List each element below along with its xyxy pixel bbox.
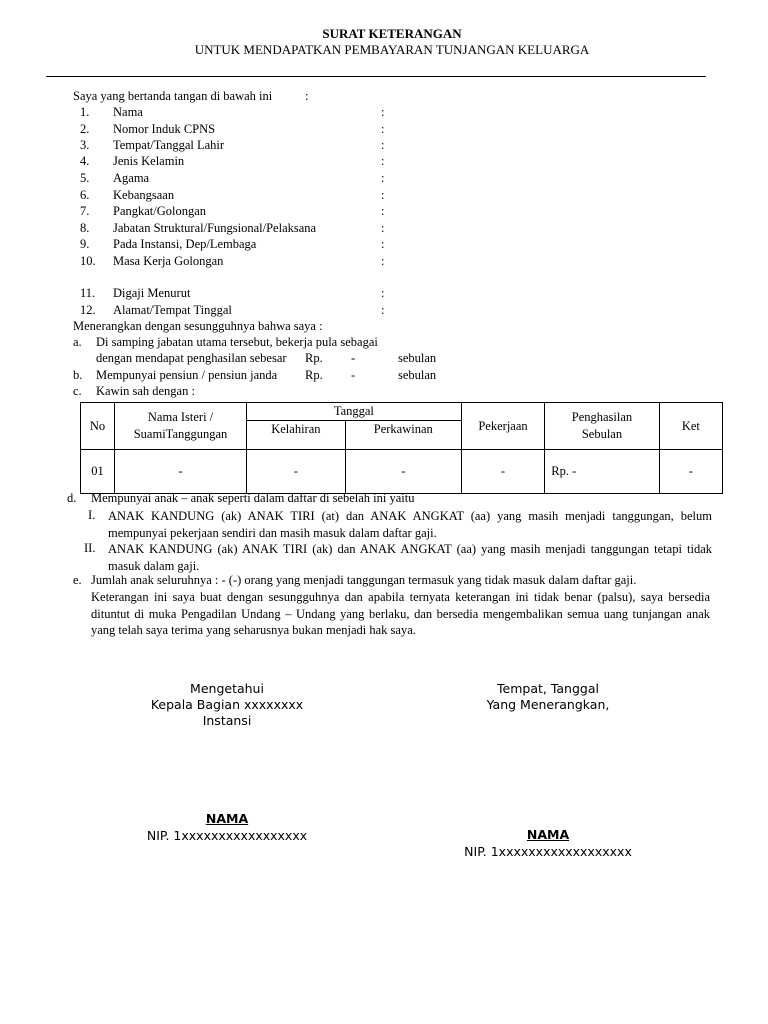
field-number: 8. <box>80 221 90 235</box>
cell-no: 01 <box>81 450 115 494</box>
field-number: 11. <box>80 286 96 300</box>
header-ket: Ket <box>659 403 722 450</box>
field-number: 9. <box>80 237 90 251</box>
item-b-text: Mempunyai pensiun / pensiun janda <box>96 368 278 382</box>
sig-right-line2: Yang Menerangkan, <box>486 697 610 712</box>
table-row <box>81 450 723 494</box>
header-tanggal: Tanggal <box>246 403 461 421</box>
cell-kelahiran: - <box>246 450 345 494</box>
item-b-amount: - <box>351 368 356 382</box>
item-e-letter: e. <box>73 573 82 587</box>
field-number: 12. <box>80 303 96 317</box>
item-a-line1: Di samping jabatan utama tersebut, bekerja pula sebagai <box>96 335 378 349</box>
item-d-sub-text: ANAK KANDUNG (ak) ANAK TIRI (at) dan ANAK ANGKAT (aa) yang masih menjadi tanggungan, belum mempunyai pekerjaan sendiri dan masih masuk dalam daftar gaji. <box>108 509 712 540</box>
item-a-line2: dengan mendapat penghasilan sebesar <box>96 351 287 365</box>
field-colon: : <box>381 105 385 119</box>
field-number: 5. <box>80 171 90 185</box>
item-a-letter: a. <box>73 335 82 349</box>
item-a-rp: Rp. <box>305 351 323 365</box>
document-title: SURAT KETERANGAN <box>322 26 462 41</box>
header-penghasilan: Penghasilan Sebulan <box>545 403 659 450</box>
header-no: No <box>81 403 115 450</box>
item-d-text: Mempunyai anak – anak seperti dalam daftar di sebelah ini yaitu <box>91 491 415 505</box>
item-a-amount: - <box>351 351 356 365</box>
item-b-period: sebulan <box>398 368 437 382</box>
field-number: 3. <box>80 138 90 152</box>
field-colon: : <box>381 188 385 202</box>
sig-left-line2: Kepala Bagian xxxxxxxx <box>150 697 304 712</box>
field-colon: : <box>381 303 385 317</box>
header-nama: Nama Isteri / SuamiTanggungan <box>115 403 247 450</box>
field-colon: : <box>381 154 385 168</box>
document-subtitle: UNTUK MENDAPATKAN PEMBAYARAN TUNJANGAN KELUARGA <box>194 42 590 57</box>
field-label: Nama <box>113 105 143 119</box>
field-colon: : <box>381 221 385 235</box>
header-divider <box>46 76 706 77</box>
header-kelahiran: Kelahiran <box>246 421 345 450</box>
field-colon: : <box>381 171 385 185</box>
item-d-letter: d. <box>67 491 77 505</box>
field-label: Jabatan Struktural/Fungsional/Pelaksana <box>113 221 317 235</box>
field-label: Nomor Induk CPNS <box>113 122 216 136</box>
sig-left-line3: Instansi <box>202 713 252 728</box>
field-label: Tempat/Tanggal Lahir <box>113 138 225 152</box>
item-d-sub-number: II. <box>84 541 96 555</box>
field-label: Jenis Kelamin <box>113 154 185 168</box>
field-label: Pada Instansi, Dep/Lembaga <box>113 237 257 251</box>
field-label: Kebangsaan <box>113 188 175 202</box>
item-d-sub-number: I. <box>88 508 96 522</box>
item-d-sub-text: ANAK KANDUNG (ak) ANAK TIRI (ak) dan ANAK ANGKAT (aa) yang masih menjadi tanggungan tetapi tidak masuk dalam gaji. <box>108 542 712 573</box>
item-a-period: sebulan <box>398 351 437 365</box>
header-perkawinan: Perkawinan <box>345 421 461 450</box>
cell-nama: - <box>115 450 247 494</box>
item-c-letter: c. <box>73 384 82 398</box>
sig-right-name: NAMA <box>526 827 570 842</box>
sig-left-nip: NIP. 1xxxxxxxxxxxxxxxxx <box>146 828 308 843</box>
field-colon: : <box>381 286 385 300</box>
item-b-letter: b. <box>73 368 83 382</box>
field-number: 7. <box>80 204 90 218</box>
header-pekerjaan: Pekerjaan <box>461 403 544 450</box>
field-colon: : <box>381 237 385 251</box>
sig-right-nip: NIP. 1xxxxxxxxxxxxxxxxxx <box>464 844 632 859</box>
sig-left-line1: Mengetahui <box>190 681 264 696</box>
cell-pekerjaan: - <box>461 450 544 494</box>
spouse-table <box>80 402 723 494</box>
field-label: Digaji Menurut <box>113 286 191 300</box>
field-number: 2. <box>80 122 90 136</box>
field-colon: : <box>381 254 385 268</box>
field-label: Masa Kerja Golongan <box>113 254 224 268</box>
closing-statement: Keterangan ini saya buat dengan sesungguhnya dan apabila ternyata keterangan ini tidak benar (palsu), saya bersedia dituntut di muka Pengadilan Undang – Undang yang berlaku, dan bersedia mengembalikan semua uang tunjangan anak yang telah saya terima yang seharusnya bukan menjadi hak saya. <box>91 590 710 637</box>
field-label: Pangkat/Golongan <box>113 204 207 218</box>
field-colon: : <box>381 138 385 152</box>
item-b-rp: Rp. <box>305 368 323 382</box>
intro-text: Saya yang bertanda tangan di bawah ini <box>73 89 273 103</box>
field-colon: : <box>381 122 385 136</box>
cell-ket: - <box>659 450 722 494</box>
field-number: 10. <box>80 254 96 268</box>
sig-left-name: NAMA <box>205 811 249 826</box>
field-colon: : <box>381 204 385 218</box>
cell-penghasilan: Rp. - <box>545 450 659 494</box>
field-number: 4. <box>80 154 90 168</box>
field-number: 6. <box>80 188 90 202</box>
intro-colon: : <box>305 89 309 103</box>
item-c-text: Kawin sah dengan : <box>96 384 195 398</box>
item-e-text: Jumlah anak seluruhnya : - (-) orang yang menjadi tanggungan termasuk yang tidak masuk dalam daftar gaji. <box>91 573 637 587</box>
declaration-text: Menerangkan dengan sesungguhnya bahwa saya : <box>73 319 323 333</box>
cell-perkawinan: - <box>345 450 461 494</box>
sig-right-line1: Tempat, Tanggal <box>497 681 599 696</box>
field-label: Alamat/Tempat Tinggal <box>113 303 232 317</box>
field-number: 1. <box>80 105 90 119</box>
field-label: Agama <box>113 171 150 185</box>
